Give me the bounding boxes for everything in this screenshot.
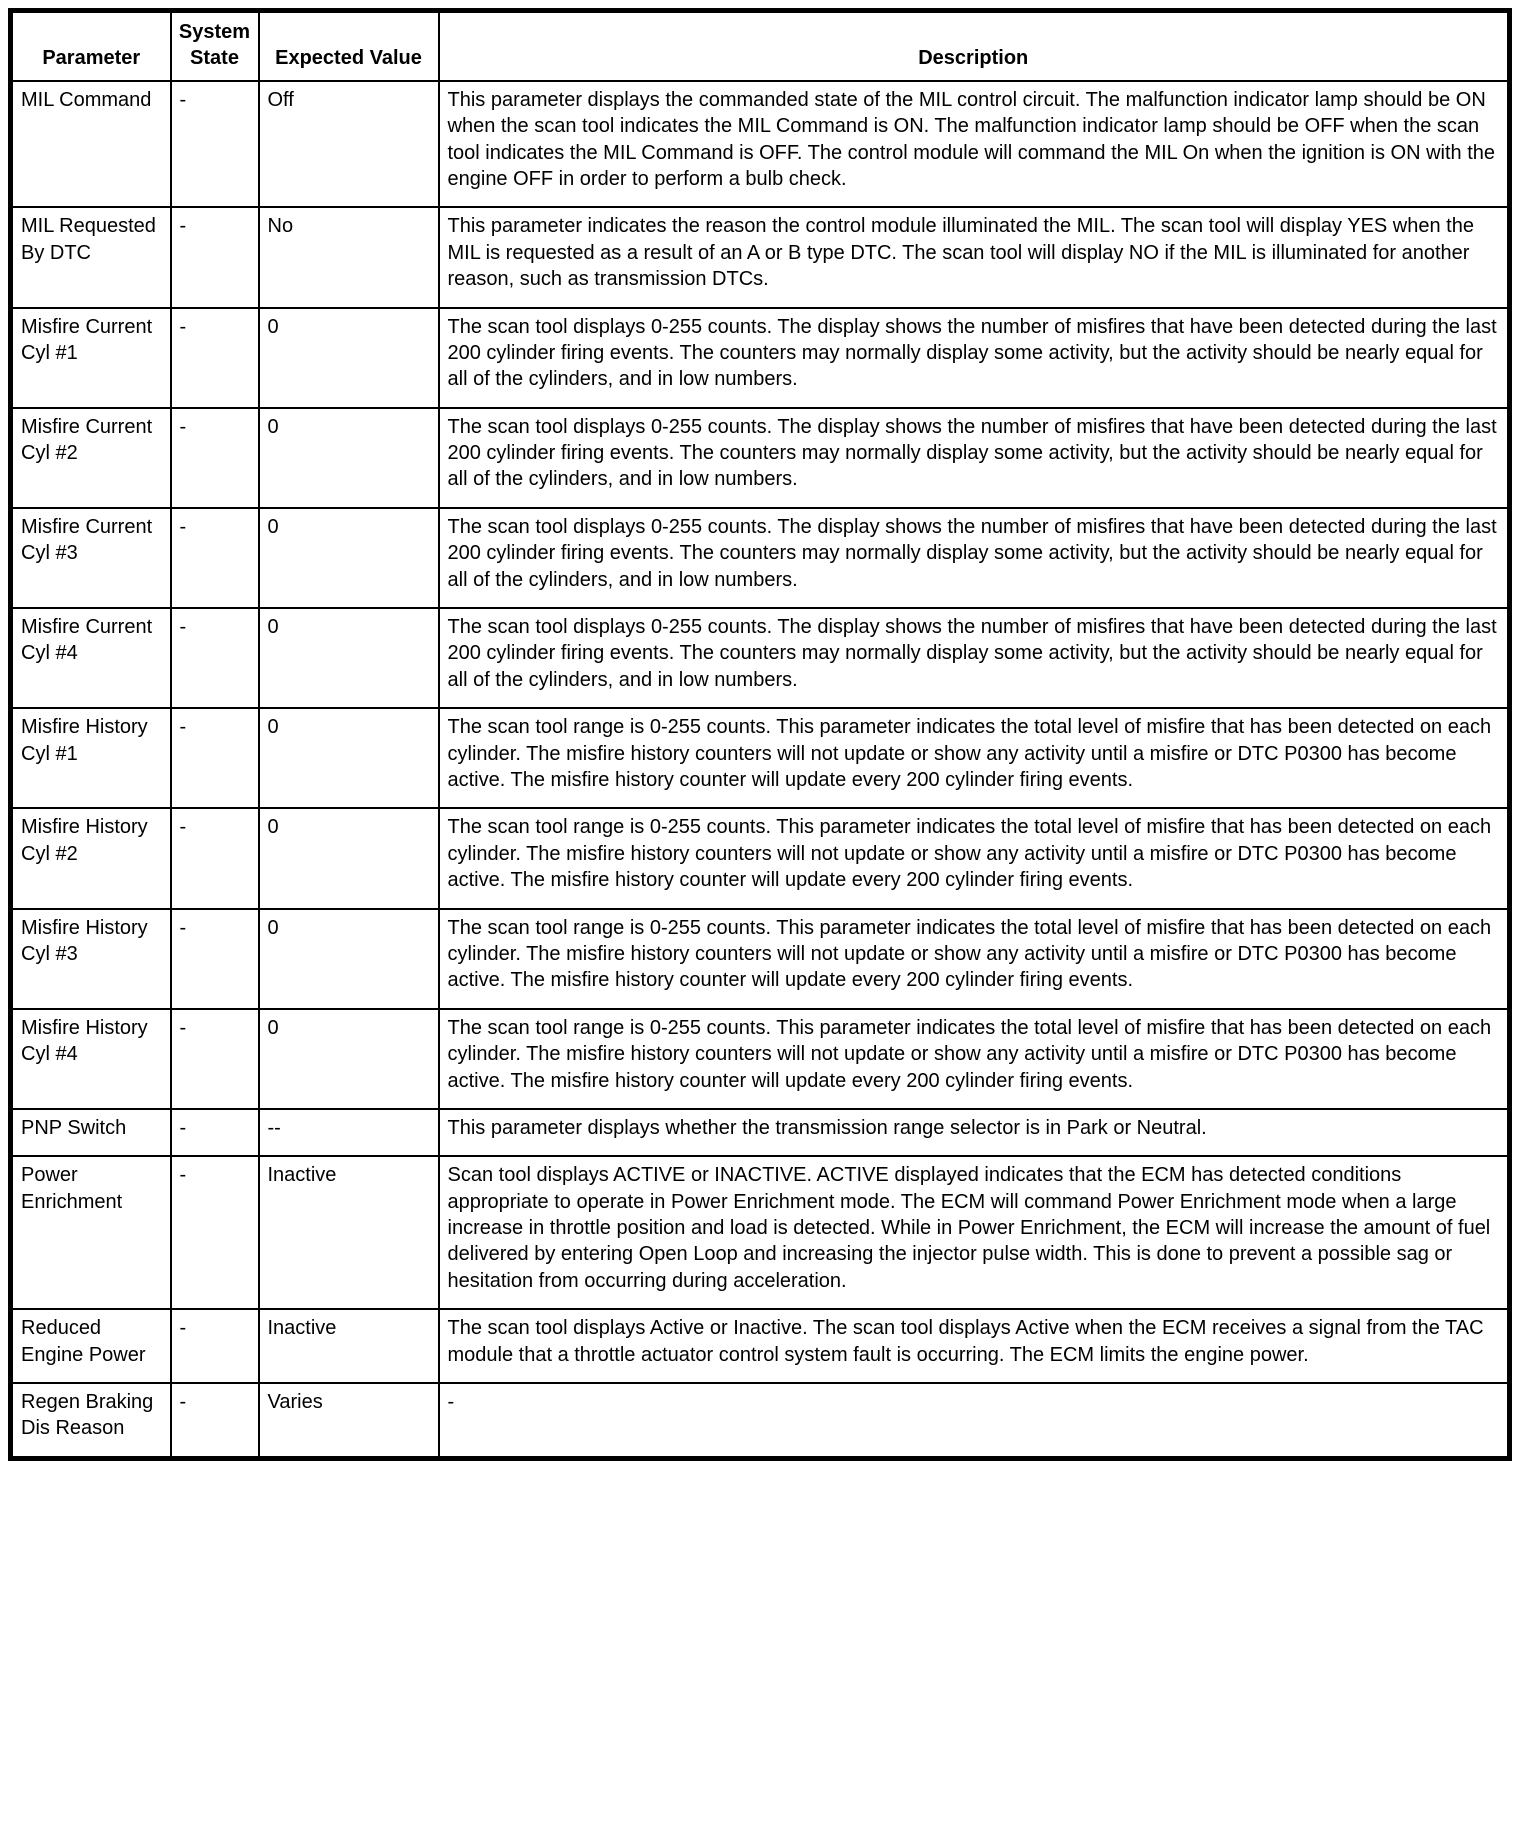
cell-parameter: Misfire History Cyl #1 (11, 708, 171, 808)
cell-parameter: Misfire Current Cyl #2 (11, 408, 171, 508)
table-row (11, 508, 1510, 608)
cell-description: The scan tool range is 0-255 counts. This parameter indicates the total level of misfire that has been detected on each cylinder. The misfire history counters will not update or show any activity until a misfire or DTC P0300 has become active. The misfire history counter will update every 200 cylinder firing events. (439, 1009, 1510, 1109)
column-header-expected-value: Expected Value (259, 11, 439, 81)
cell-expected-value: Varies (259, 1383, 439, 1458)
cell-parameter: Misfire History Cyl #4 (11, 1009, 171, 1109)
table-row (11, 708, 1510, 808)
cell-expected-value: 0 (259, 808, 439, 908)
cell-parameter: PNP Switch (11, 1109, 171, 1156)
cell-system-state: - (171, 1156, 259, 1309)
cell-description: The scan tool displays 0-255 counts. The display shows the number of misfires that have been detected during the last 200 cylinder firing events. The counters may normally display some activity, but the activity should be nearly equal for all of the cylinders, and in low numbers. (439, 408, 1510, 508)
cell-expected-value: 0 (259, 1009, 439, 1109)
cell-expected-value: Off (259, 81, 439, 208)
cell-parameter: Regen Braking Dis Reason (11, 1383, 171, 1458)
cell-system-state: - (171, 708, 259, 808)
table-row (11, 1009, 1510, 1109)
table-row (11, 81, 1510, 208)
table-row (11, 909, 1510, 1009)
cell-expected-value: No (259, 207, 439, 307)
cell-system-state: - (171, 1009, 259, 1109)
cell-system-state: - (171, 608, 259, 708)
cell-description: This parameter displays whether the transmission range selector is in Park or Neutral. (439, 1109, 1510, 1156)
table-row (11, 408, 1510, 508)
header-row (11, 11, 1510, 81)
cell-parameter: Misfire History Cyl #3 (11, 909, 171, 1009)
cell-description: The scan tool displays 0-255 counts. The display shows the number of misfires that have been detected during the last 200 cylinder firing events. The counters may normally display some activity, but the activity should be nearly equal for all of the cylinders, and in low numbers. (439, 308, 1510, 408)
table-row (11, 608, 1510, 708)
cell-description: The scan tool range is 0-255 counts. This parameter indicates the total level of misfire that has been detected on each cylinder. The misfire history counters will not update or show any activity until a misfire or DTC P0300 has become active. The misfire history counter will update every 200 cylinder firing events. (439, 909, 1510, 1009)
cell-description: The scan tool displays Active or Inactive. The scan tool displays Active when the ECM receives a signal from the TAC module that a throttle actuator control system fault is occurring. The ECM limits the engine power. (439, 1309, 1510, 1383)
cell-parameter: Misfire Current Cyl #4 (11, 608, 171, 708)
scan-tool-parameter-table (8, 8, 1512, 1461)
cell-parameter: MIL Command (11, 81, 171, 208)
cell-parameter: Misfire Current Cyl #3 (11, 508, 171, 608)
cell-parameter: Misfire Current Cyl #1 (11, 308, 171, 408)
cell-expected-value: Inactive (259, 1309, 439, 1383)
cell-expected-value: 0 (259, 508, 439, 608)
cell-system-state: - (171, 207, 259, 307)
cell-parameter: Power Enrichment (11, 1156, 171, 1309)
cell-system-state: - (171, 1309, 259, 1383)
cell-expected-value: 0 (259, 909, 439, 1009)
column-header-parameter: Parameter (11, 11, 171, 81)
cell-parameter: MIL Requested By DTC (11, 207, 171, 307)
table-row (11, 1156, 1510, 1309)
cell-description: - (439, 1383, 1510, 1458)
cell-expected-value: -- (259, 1109, 439, 1156)
cell-description: The scan tool displays 0-255 counts. The display shows the number of misfires that have been detected during the last 200 cylinder firing events. The counters may normally display some activity, but the activity should be nearly equal for all of the cylinders, and in low numbers. (439, 608, 1510, 708)
cell-description: The scan tool range is 0-255 counts. This parameter indicates the total level of misfire that has been detected on each cylinder. The misfire history counters will not update or show any activity until a misfire or DTC P0300 has become active. The misfire history counter will update every 200 cylinder firing events. (439, 708, 1510, 808)
cell-system-state: - (171, 408, 259, 508)
cell-system-state: - (171, 909, 259, 1009)
cell-system-state: - (171, 508, 259, 608)
cell-expected-value: 0 (259, 308, 439, 408)
cell-system-state: - (171, 308, 259, 408)
cell-parameter: Reduced Engine Power (11, 1309, 171, 1383)
cell-description: This parameter indicates the reason the control module illuminated the MIL. The scan tool will display YES when the MIL is requested as a result of an A or B type DTC. The scan tool will display NO if the MIL is illuminated for another reason, such as transmission DTCs. (439, 207, 1510, 307)
cell-description: The scan tool range is 0-255 counts. This parameter indicates the total level of misfire that has been detected on each cylinder. The misfire history counters will not update or show any activity until a misfire or DTC P0300 has become active. The misfire history counter will update every 200 cylinder firing events. (439, 808, 1510, 908)
table-row (11, 1309, 1510, 1383)
cell-system-state: - (171, 81, 259, 208)
table-row (11, 1109, 1510, 1156)
cell-system-state: - (171, 1109, 259, 1156)
cell-description: The scan tool displays 0-255 counts. The display shows the number of misfires that have been detected during the last 200 cylinder firing events. The counters may normally display some activity, but the activity should be nearly equal for all of the cylinders, and in low numbers. (439, 508, 1510, 608)
cell-system-state: - (171, 1383, 259, 1458)
cell-expected-value: 0 (259, 708, 439, 808)
column-header-description: Description (439, 11, 1510, 81)
cell-system-state: - (171, 808, 259, 908)
table-row (11, 207, 1510, 307)
cell-description: Scan tool displays ACTIVE or INACTIVE. ACTIVE displayed indicates that the ECM has detected conditions appropriate to operate in Power Enrichment mode. The ECM will command Power Enrichment mode when a large increase in throttle position and load is detected. While in Power Enrichment, the ECM will increase the amount of fuel delivered by entering Open Loop and increasing the injector pulse width. This is done to prevent a possible sag or hesitation from occurring during acceleration. (439, 1156, 1510, 1309)
table-row (11, 808, 1510, 908)
column-header-system-state: System State (171, 11, 259, 81)
cell-expected-value: 0 (259, 608, 439, 708)
cell-expected-value: Inactive (259, 1156, 439, 1309)
table-body (11, 81, 1510, 1459)
cell-description: This parameter displays the commanded state of the MIL control circuit. The malfunction indicator lamp should be ON when the scan tool indicates the MIL Command is ON. The malfunction indicator lamp should be OFF when the scan tool indicates the MIL Command is OFF. The control module will command the MIL On when the ignition is ON with the engine OFF in order to perform a bulb check. (439, 81, 1510, 208)
table-row (11, 308, 1510, 408)
cell-expected-value: 0 (259, 408, 439, 508)
cell-parameter: Misfire History Cyl #2 (11, 808, 171, 908)
table-row (11, 1383, 1510, 1458)
